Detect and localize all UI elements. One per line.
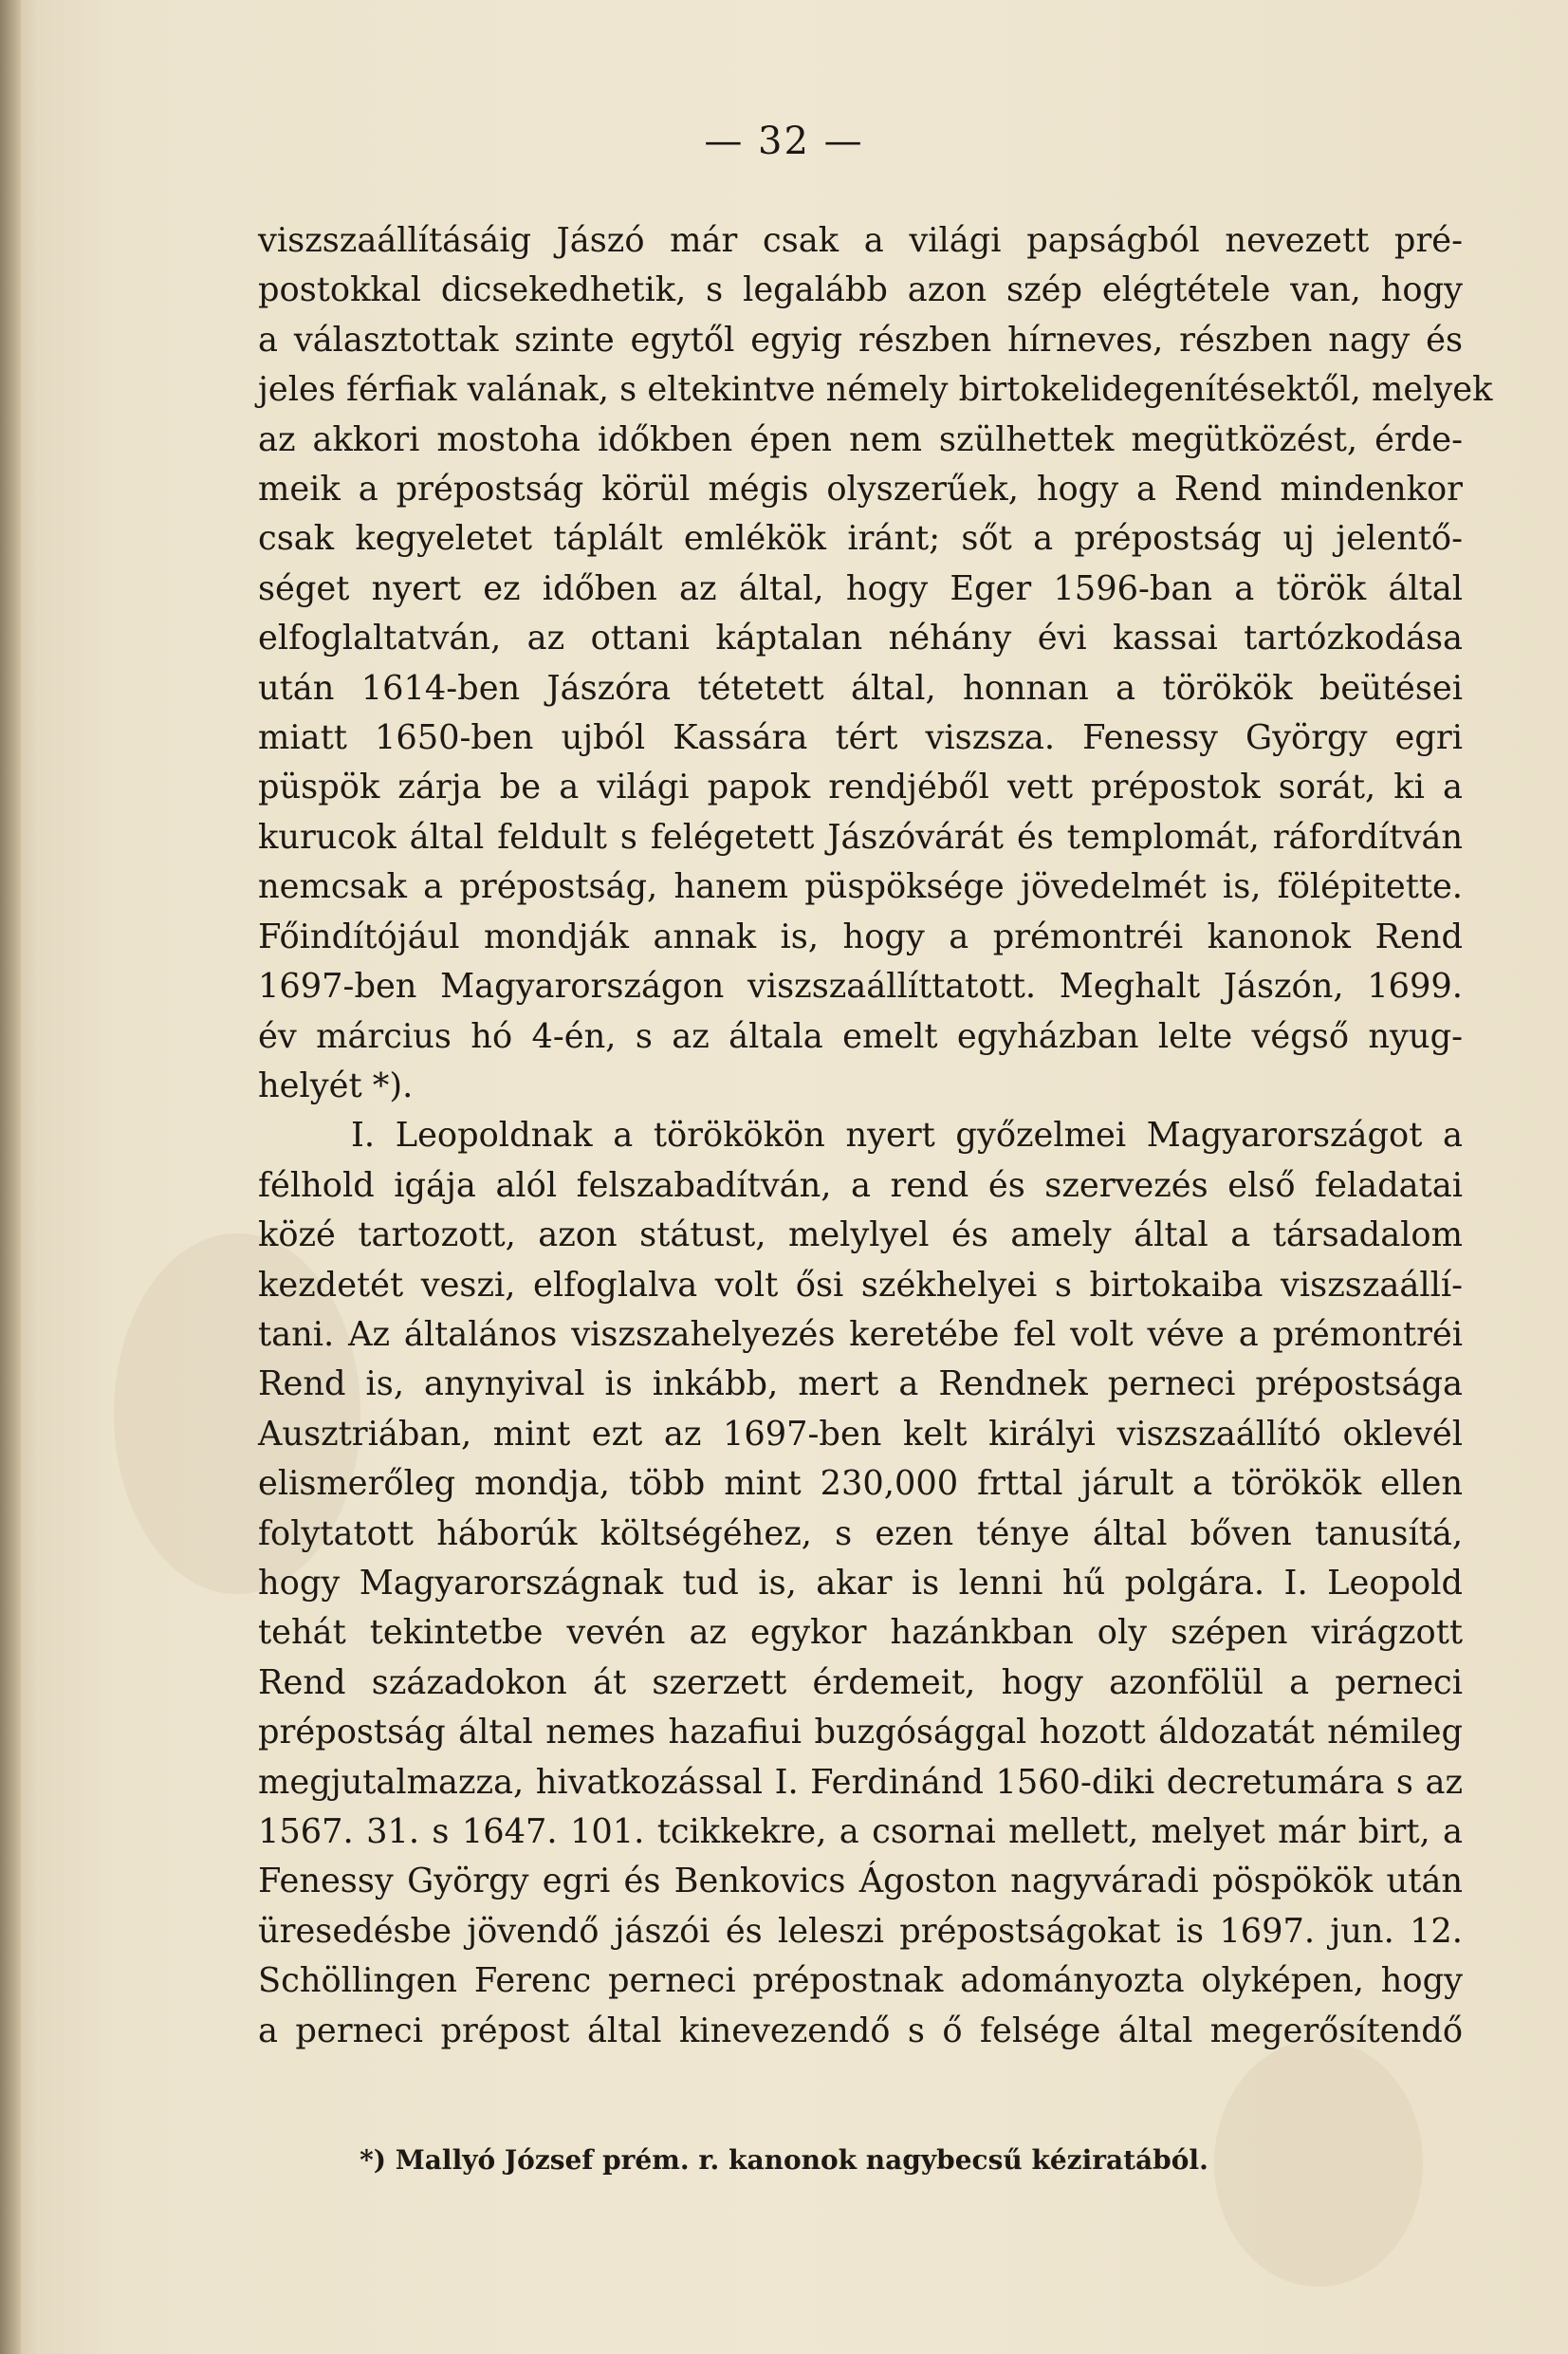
text-line: séget nyert ez időben az által, hogy Eger 1596-ban a török által: [258, 568, 1463, 608]
text-line: helyét *).: [258, 1066, 414, 1105]
text-line: elismerőleg mondja, több mint 230,000 frttal járult a törökök ellen: [258, 1464, 1463, 1504]
text-line: prépostság által nemes hazafiui buzgósággal hozott áldozatát némileg: [258, 1713, 1463, 1752]
text-line: a perneci prépost által kinevezendő s ő felsége által megerősítendő: [258, 2011, 1463, 2050]
text-line: püspök zárja be a világi papok rendjéből vett prépostok sorát, ki a: [258, 768, 1463, 807]
text-line: kurucok által feldult s felégetett Jászóvárát és templomát, ráfordítván: [258, 817, 1463, 857]
footnote: *) Mallyó József prém. r. kanonok nagybecsű kéziratából.: [360, 2144, 1208, 2176]
text-line: év március hó 4-én, s az általa emelt egyházban lelte végső nyug-: [258, 1016, 1463, 1056]
text-line: folytatott háborúk költségéhez, s ezen ténye által bőven tanusítá,: [258, 1513, 1463, 1553]
text-line: tani. Az általános viszszahelyezés keretébe fel volt véve a prémontréi: [258, 1314, 1463, 1354]
text-line: Ausztriában, mint ezt az 1697-ben kelt királyi viszszaállító oklevél: [258, 1414, 1463, 1454]
text-line: Schöllingen Ferenc perneci prépostnak adományozta olyképen, hogy: [258, 1961, 1463, 2001]
text-line: Fenessy György egri és Benkovics Ágoston nagyváradi pöspökök után: [258, 1862, 1463, 1901]
text-line: Rend századokon át szerzett érdemeit, hogy azonfölül a perneci: [258, 1662, 1463, 1702]
text-line: a választottak szinte egytől egyig részben hírneves, részben nagy és: [258, 320, 1463, 360]
book-spine-shadow: [0, 0, 21, 2354]
text-line: meik a prépostság körül mégis olyszerűek, hogy a Rend mindenkor: [258, 470, 1463, 510]
text-line: üresedésbe jövendő jászói és leleszi prépostságokat is 1697. jun. 12.: [258, 1911, 1463, 1951]
text-line: I. Leopoldnak a törökökön nyert győzelmei Magyarországot a: [351, 1116, 1463, 1156]
text-line: hogy Magyarországnak tud is, akar is lenni hű polgára. I. Leopold: [258, 1563, 1463, 1603]
text-line: miatt 1650-ben ujból Kassára tért viszsza. Fenessy György egri: [258, 718, 1463, 758]
text-line: félhold igája alól felszabadítván, a rend és szervezés első feladatai: [258, 1165, 1463, 1205]
text-line: után 1614-ben Jászóra tétetett által, honnan a törökök beütései: [258, 668, 1463, 708]
text-line: kezdetét veszi, elfoglalva volt ősi székhelyei s birtokaiba viszszaállí-: [258, 1265, 1463, 1305]
text-line: tehát tekintetbe vevén az egykor hazánkban oly szépen virágzott: [258, 1613, 1463, 1653]
page-number: — 32 —: [704, 120, 864, 163]
text-line: megjutalmazza, hivatkozással I. Ferdinánd 1560-diki decretumára s az: [258, 1762, 1463, 1802]
text-line: elfoglaltatván, az ottani káptalan néhány évi kassai tartózkodása: [258, 619, 1463, 658]
text-line: 1567. 31. s 1647. 101. tcikkekre, a csornai mellett, melyet már birt, a: [258, 1812, 1463, 1851]
text-line: nemcsak a prépostság, hanem püspöksége jövedelmét is, fölépitette.: [258, 867, 1463, 907]
text-line: viszszaállításáig Jászó már csak a világi papságból nevezett pré-: [258, 221, 1463, 260]
text-line: Főindítójául mondják annak is, hogy a prémontréi kanonok Rend: [258, 917, 1463, 956]
text-line: 1697-ben Magyarországon viszszaállíttatott. Meghalt Jászón, 1699.: [258, 967, 1463, 1007]
text-line: Rend is, anynyival is inkább, mert a Rendnek perneci prépostsága: [258, 1364, 1463, 1404]
text-line: jeles férfiak valának, s eltekintve némely birtokelidegenítésektől, melyek: [258, 370, 1493, 410]
text-line: közé tartozott, azon státust, melylyel és amely által a társadalom: [258, 1215, 1463, 1255]
body-text: [258, 216, 1493, 2056]
text-line: az akkori mostoha időkben épen nem szülhettek megütközést, érde-: [258, 419, 1463, 459]
text-line: postokkal dicsekedhetik, s legalább azon szép elégtétele van, hogy: [258, 270, 1463, 310]
text-line: csak kegyeletet táplált emlékök iránt; sőt a prépostság uj jelentő-: [258, 519, 1463, 559]
